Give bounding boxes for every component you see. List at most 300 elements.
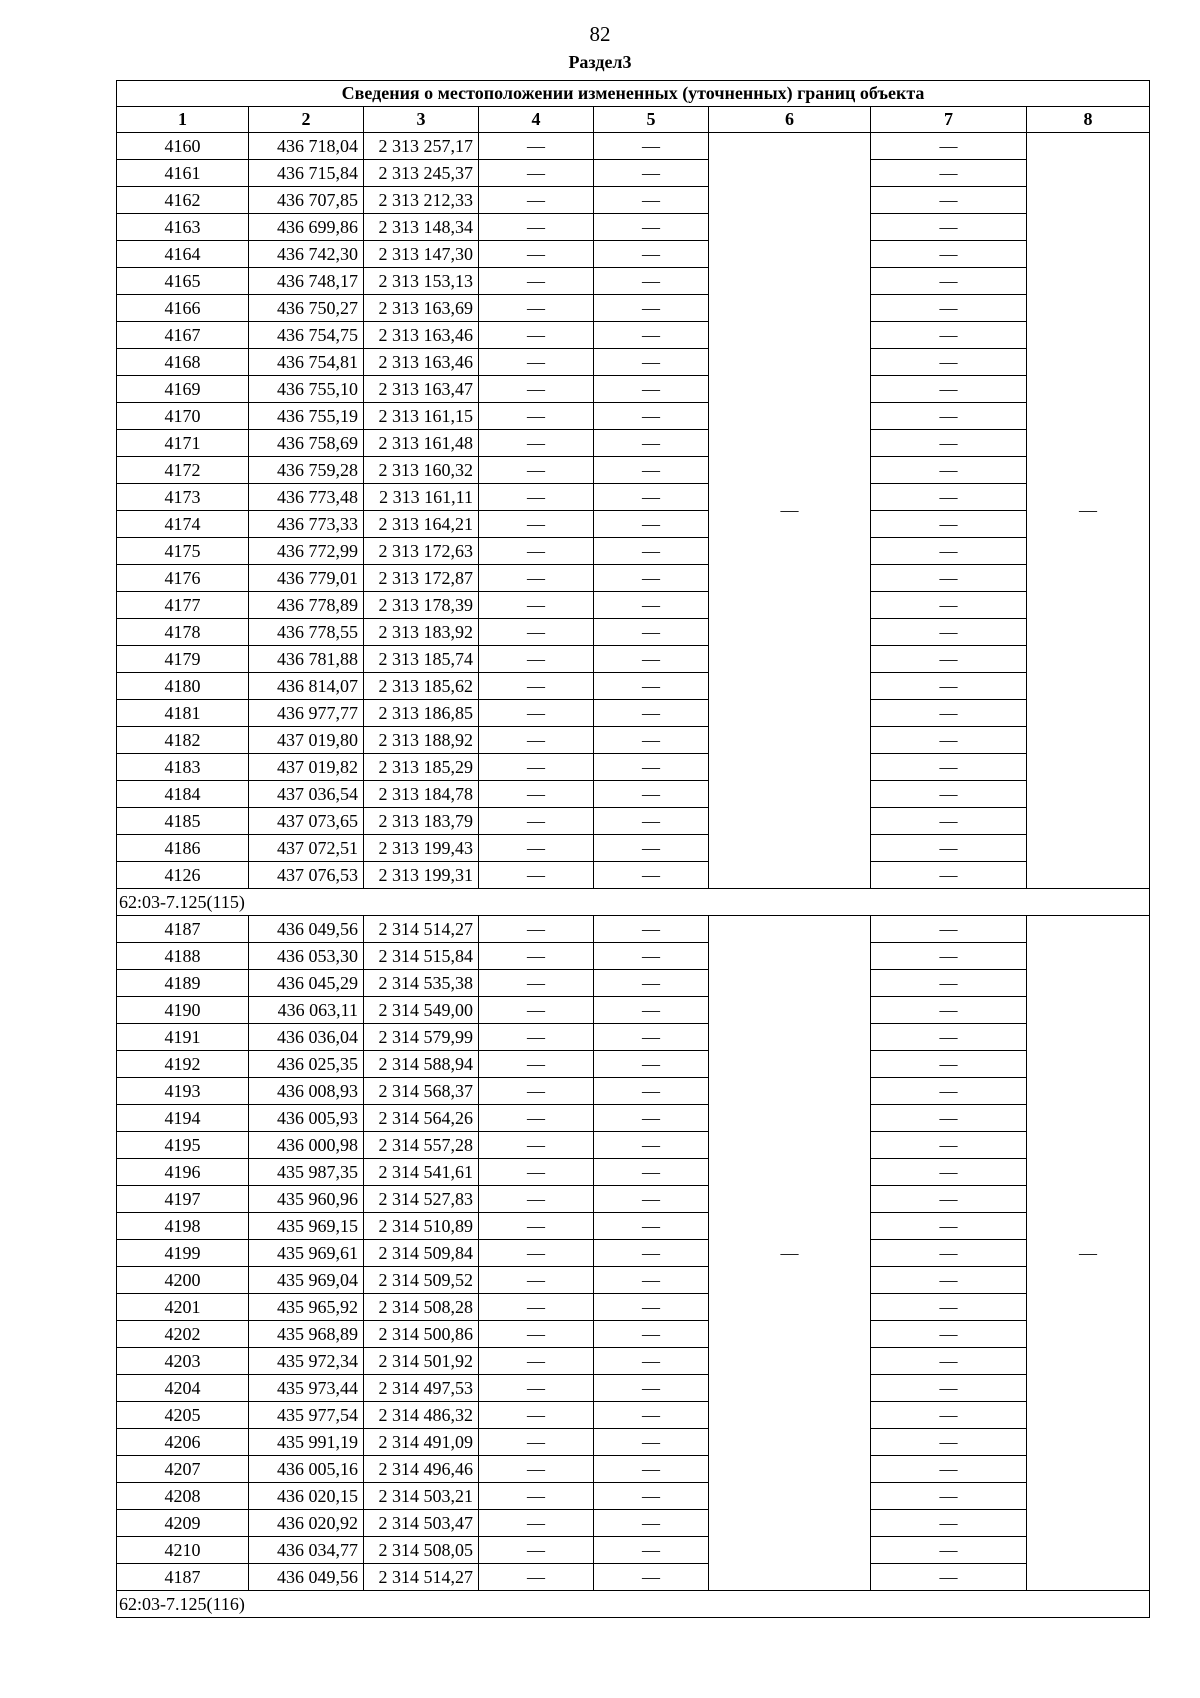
column-5-cell: — — [594, 1078, 709, 1105]
y-coordinate-cell: 2 314 541,61 — [364, 1159, 479, 1186]
y-coordinate-cell: 2 313 172,87 — [364, 565, 479, 592]
column-4-cell: — — [479, 1132, 594, 1159]
x-coordinate-cell: 437 072,51 — [249, 835, 364, 862]
point-number-cell: 4169 — [117, 376, 249, 403]
column-7-cell: — — [871, 1456, 1027, 1483]
point-number-cell: 4195 — [117, 1132, 249, 1159]
point-number-cell: 4197 — [117, 1186, 249, 1213]
x-coordinate-cell: 436 049,56 — [249, 1564, 364, 1591]
x-coordinate-cell: 437 036,54 — [249, 781, 364, 808]
y-coordinate-cell: 2 313 199,43 — [364, 835, 479, 862]
column-7-cell: — — [871, 1105, 1027, 1132]
x-coordinate-cell: 436 005,16 — [249, 1456, 364, 1483]
column-7-cell: — — [871, 1294, 1027, 1321]
column-4-cell: — — [479, 916, 594, 943]
y-coordinate-cell: 2 314 527,83 — [364, 1186, 479, 1213]
column-5-cell: — — [594, 835, 709, 862]
column-5-cell: — — [594, 376, 709, 403]
point-number-cell: 4180 — [117, 673, 249, 700]
point-number-cell: 4174 — [117, 511, 249, 538]
x-coordinate-cell: 436 045,29 — [249, 970, 364, 997]
table-row — [117, 1105, 1150, 1132]
table-row — [117, 1429, 1150, 1456]
column-4-cell: — — [479, 700, 594, 727]
column-4-cell: — — [479, 1186, 594, 1213]
column-4-cell: — — [479, 1240, 594, 1267]
y-coordinate-cell: 2 314 568,37 — [364, 1078, 479, 1105]
point-number-cell: 4198 — [117, 1213, 249, 1240]
column-7-cell: — — [871, 565, 1027, 592]
column-4-cell: — — [479, 835, 594, 862]
column-7-cell: — — [871, 862, 1027, 889]
table-title-row — [117, 81, 1150, 107]
table-row — [117, 457, 1150, 484]
table-row — [117, 862, 1150, 889]
table-row — [117, 160, 1150, 187]
point-number-cell: 4204 — [117, 1375, 249, 1402]
table-row — [117, 295, 1150, 322]
table-row — [117, 970, 1150, 997]
column-7-cell: — — [871, 403, 1027, 430]
group-label-row — [117, 889, 1150, 916]
x-coordinate-cell: 436 758,69 — [249, 430, 364, 457]
coordinates-table — [116, 80, 1150, 1618]
column-4-cell: — — [479, 187, 594, 214]
column-7-cell: — — [871, 1483, 1027, 1510]
column-7-cell: — — [871, 1267, 1027, 1294]
column-5-cell: — — [594, 1024, 709, 1051]
column-7-cell: — — [871, 376, 1027, 403]
point-number-cell: 4209 — [117, 1510, 249, 1537]
column-5-cell: — — [594, 781, 709, 808]
table-row — [117, 241, 1150, 268]
x-coordinate-cell: 435 969,04 — [249, 1267, 364, 1294]
table-row — [117, 781, 1150, 808]
point-number-cell: 4168 — [117, 349, 249, 376]
point-number-cell: 4206 — [117, 1429, 249, 1456]
column-7-cell: — — [871, 619, 1027, 646]
y-coordinate-cell: 2 313 164,21 — [364, 511, 479, 538]
x-coordinate-cell: 436 773,33 — [249, 511, 364, 538]
y-coordinate-cell: 2 313 148,34 — [364, 214, 479, 241]
column-4-cell: — — [479, 1078, 594, 1105]
column-4-cell: — — [479, 619, 594, 646]
column-4-cell: — — [479, 1159, 594, 1186]
point-number-cell: 4175 — [117, 538, 249, 565]
column-5-cell: — — [594, 268, 709, 295]
x-coordinate-cell: 435 960,96 — [249, 1186, 364, 1213]
column-7-cell: — — [871, 646, 1027, 673]
column-7-cell: — — [871, 808, 1027, 835]
column-5-cell: — — [594, 1294, 709, 1321]
y-coordinate-cell: 2 313 163,47 — [364, 376, 479, 403]
column-7-cell: — — [871, 133, 1027, 160]
x-coordinate-cell: 436 718,04 — [249, 133, 364, 160]
y-coordinate-cell: 2 314 535,38 — [364, 970, 479, 997]
y-coordinate-cell: 2 313 257,17 — [364, 133, 479, 160]
x-coordinate-cell: 435 973,44 — [249, 1375, 364, 1402]
table-title: Сведения о местоположении измененных (уточненных) границ объекта — [117, 81, 1150, 107]
point-number-cell: 4165 — [117, 268, 249, 295]
x-coordinate-cell: 435 991,19 — [249, 1429, 364, 1456]
y-coordinate-cell: 2 314 509,84 — [364, 1240, 479, 1267]
point-number-cell: 4182 — [117, 727, 249, 754]
point-number-cell: 4184 — [117, 781, 249, 808]
column-5-cell: — — [594, 646, 709, 673]
x-coordinate-cell: 435 969,15 — [249, 1213, 364, 1240]
y-coordinate-cell: 2 313 161,48 — [364, 430, 479, 457]
x-coordinate-cell: 436 034,77 — [249, 1537, 364, 1564]
column-5-cell: — — [594, 619, 709, 646]
y-coordinate-cell: 2 314 514,27 — [364, 1564, 479, 1591]
column-4-cell: — — [479, 1051, 594, 1078]
point-number-cell: 4207 — [117, 1456, 249, 1483]
column-5-cell: — — [594, 997, 709, 1024]
column-5-cell: — — [594, 538, 709, 565]
y-coordinate-cell: 2 314 496,46 — [364, 1456, 479, 1483]
column-5-cell: — — [594, 430, 709, 457]
column-header: 8 — [1027, 107, 1150, 133]
column-7-cell: — — [871, 1159, 1027, 1186]
column-7-cell: — — [871, 538, 1027, 565]
column-7-cell: — — [871, 160, 1027, 187]
column-4-cell: — — [479, 1402, 594, 1429]
point-number-cell: 4171 — [117, 430, 249, 457]
column-header: 3 — [364, 107, 479, 133]
column-8-merged-cell: — — [1027, 916, 1150, 1591]
x-coordinate-cell: 436 778,55 — [249, 619, 364, 646]
point-number-cell: 4167 — [117, 322, 249, 349]
table-row — [117, 538, 1150, 565]
y-coordinate-cell: 2 314 501,92 — [364, 1348, 479, 1375]
column-7-cell: — — [871, 1429, 1027, 1456]
point-number-cell: 4176 — [117, 565, 249, 592]
x-coordinate-cell: 436 754,75 — [249, 322, 364, 349]
column-header-row — [117, 107, 1150, 133]
column-4-cell: — — [479, 565, 594, 592]
table-row — [117, 1294, 1150, 1321]
table-row — [117, 1402, 1150, 1429]
x-coordinate-cell: 436 781,88 — [249, 646, 364, 673]
table-row — [117, 727, 1150, 754]
column-7-cell: — — [871, 1240, 1027, 1267]
column-5-cell: — — [594, 322, 709, 349]
y-coordinate-cell: 2 313 245,37 — [364, 160, 479, 187]
x-coordinate-cell: 435 968,89 — [249, 1321, 364, 1348]
column-7-cell: — — [871, 835, 1027, 862]
point-number-cell: 4210 — [117, 1537, 249, 1564]
column-5-cell: — — [594, 1510, 709, 1537]
section-title: Раздел3 — [568, 52, 632, 72]
column-header: 1 — [117, 107, 249, 133]
column-7-cell: — — [871, 457, 1027, 484]
column-4-cell: — — [479, 727, 594, 754]
y-coordinate-cell: 2 314 491,09 — [364, 1429, 479, 1456]
y-coordinate-cell: 2 313 188,92 — [364, 727, 479, 754]
y-coordinate-cell: 2 314 515,84 — [364, 943, 479, 970]
point-number-cell: 4164 — [117, 241, 249, 268]
point-number-cell: 4190 — [117, 997, 249, 1024]
column-4-cell: — — [479, 808, 594, 835]
column-4-cell: — — [479, 295, 594, 322]
x-coordinate-cell: 436 008,93 — [249, 1078, 364, 1105]
column-7-cell: — — [871, 916, 1027, 943]
column-5-cell: — — [594, 1159, 709, 1186]
x-coordinate-cell: 436 063,11 — [249, 997, 364, 1024]
table-row — [117, 484, 1150, 511]
point-number-cell: 4208 — [117, 1483, 249, 1510]
column-7-cell: — — [871, 349, 1027, 376]
table-row — [117, 700, 1150, 727]
x-coordinate-cell: 436 000,98 — [249, 1132, 364, 1159]
column-5-cell: — — [594, 970, 709, 997]
column-7-cell: — — [871, 673, 1027, 700]
y-coordinate-cell: 2 313 185,74 — [364, 646, 479, 673]
y-coordinate-cell: 2 314 503,47 — [364, 1510, 479, 1537]
column-header: 4 — [479, 107, 594, 133]
point-number-cell: 4196 — [117, 1159, 249, 1186]
y-coordinate-cell: 2 313 161,15 — [364, 403, 479, 430]
column-4-cell: — — [479, 511, 594, 538]
table-row — [117, 1375, 1150, 1402]
x-coordinate-cell: 436 814,07 — [249, 673, 364, 700]
table-row — [117, 1321, 1150, 1348]
column-4-cell: — — [479, 1483, 594, 1510]
point-number-cell: 4189 — [117, 970, 249, 997]
x-coordinate-cell: 435 965,92 — [249, 1294, 364, 1321]
column-4-cell: — — [479, 997, 594, 1024]
column-7-cell: — — [871, 943, 1027, 970]
column-5-cell: — — [594, 916, 709, 943]
column-4-cell: — — [479, 1510, 594, 1537]
table-row — [117, 1159, 1150, 1186]
point-number-cell: 4162 — [117, 187, 249, 214]
y-coordinate-cell: 2 314 564,26 — [364, 1105, 479, 1132]
point-number-cell: 4170 — [117, 403, 249, 430]
x-coordinate-cell: 435 977,54 — [249, 1402, 364, 1429]
column-5-cell: — — [594, 214, 709, 241]
y-coordinate-cell: 2 314 497,53 — [364, 1375, 479, 1402]
column-4-cell: — — [479, 349, 594, 376]
y-coordinate-cell: 2 313 153,13 — [364, 268, 479, 295]
y-coordinate-cell: 2 313 184,78 — [364, 781, 479, 808]
point-number-cell: 4179 — [117, 646, 249, 673]
point-number-cell: 4200 — [117, 1267, 249, 1294]
column-4-cell: — — [479, 1267, 594, 1294]
x-coordinate-cell: 436 020,15 — [249, 1483, 364, 1510]
column-7-cell: — — [871, 295, 1027, 322]
column-5-cell: — — [594, 295, 709, 322]
x-coordinate-cell: 436 748,17 — [249, 268, 364, 295]
column-5-cell: — — [594, 565, 709, 592]
x-coordinate-cell: 436 755,10 — [249, 376, 364, 403]
column-5-cell: — — [594, 457, 709, 484]
group-label: 62:03-7.125(116) — [117, 1591, 1150, 1618]
point-number-cell: 4181 — [117, 700, 249, 727]
column-5-cell: — — [594, 727, 709, 754]
x-coordinate-cell: 437 019,82 — [249, 754, 364, 781]
table-row — [117, 268, 1150, 295]
point-number-cell: 4188 — [117, 943, 249, 970]
x-coordinate-cell: 436 036,04 — [249, 1024, 364, 1051]
table-row — [117, 943, 1150, 970]
column-7-cell: — — [871, 430, 1027, 457]
table-row — [117, 1051, 1150, 1078]
y-coordinate-cell: 2 313 163,69 — [364, 295, 479, 322]
column-8-merged-cell: — — [1027, 133, 1150, 889]
point-number-cell: 4192 — [117, 1051, 249, 1078]
column-7-cell: — — [871, 1213, 1027, 1240]
column-4-cell: — — [479, 862, 594, 889]
column-4-cell: — — [479, 457, 594, 484]
x-coordinate-cell: 436 779,01 — [249, 565, 364, 592]
y-coordinate-cell: 2 313 199,31 — [364, 862, 479, 889]
column-7-cell: — — [871, 1024, 1027, 1051]
point-number-cell: 4173 — [117, 484, 249, 511]
column-5-cell: — — [594, 1240, 709, 1267]
x-coordinate-cell: 436 707,85 — [249, 187, 364, 214]
column-4-cell: — — [479, 1564, 594, 1591]
table-row — [117, 673, 1150, 700]
x-coordinate-cell: 436 005,93 — [249, 1105, 364, 1132]
column-4-cell: — — [479, 970, 594, 997]
column-5-cell: — — [594, 1348, 709, 1375]
column-7-cell: — — [871, 1321, 1027, 1348]
point-number-cell: 4160 — [117, 133, 249, 160]
column-5-cell: — — [594, 700, 709, 727]
y-coordinate-cell: 2 313 160,32 — [364, 457, 479, 484]
x-coordinate-cell: 436 025,35 — [249, 1051, 364, 1078]
column-7-cell: — — [871, 727, 1027, 754]
table-row — [117, 997, 1150, 1024]
column-5-cell: — — [594, 1267, 709, 1294]
column-5-cell: — — [594, 1429, 709, 1456]
table-row — [117, 754, 1150, 781]
x-coordinate-cell: 436 772,99 — [249, 538, 364, 565]
point-number-cell: 4185 — [117, 808, 249, 835]
column-5-cell: — — [594, 808, 709, 835]
column-4-cell: — — [479, 1375, 594, 1402]
point-number-cell: 4203 — [117, 1348, 249, 1375]
table-row — [117, 1267, 1150, 1294]
column-7-cell: — — [871, 997, 1027, 1024]
table-row — [117, 808, 1150, 835]
column-4-cell: — — [479, 241, 594, 268]
column-4-cell: — — [479, 322, 594, 349]
column-7-cell: — — [871, 241, 1027, 268]
point-number-cell: 4193 — [117, 1078, 249, 1105]
column-4-cell: — — [479, 403, 594, 430]
table-row — [117, 1132, 1150, 1159]
column-4-cell: — — [479, 538, 594, 565]
table-row — [117, 592, 1150, 619]
column-header: 7 — [871, 107, 1027, 133]
table-row — [117, 430, 1150, 457]
column-7-cell: — — [871, 322, 1027, 349]
point-number-cell: 4201 — [117, 1294, 249, 1321]
point-number-cell: 4172 — [117, 457, 249, 484]
column-5-cell: — — [594, 484, 709, 511]
y-coordinate-cell: 2 314 508,28 — [364, 1294, 479, 1321]
y-coordinate-cell: 2 313 186,85 — [364, 700, 479, 727]
column-header: 2 — [249, 107, 364, 133]
y-coordinate-cell: 2 313 163,46 — [364, 349, 479, 376]
column-7-cell: — — [871, 700, 1027, 727]
column-4-cell: — — [479, 376, 594, 403]
table-row — [117, 1213, 1150, 1240]
x-coordinate-cell: 436 750,27 — [249, 295, 364, 322]
x-coordinate-cell: 437 076,53 — [249, 862, 364, 889]
point-number-cell: 4183 — [117, 754, 249, 781]
x-coordinate-cell: 435 969,61 — [249, 1240, 364, 1267]
column-5-cell: — — [594, 1321, 709, 1348]
column-4-cell: — — [479, 133, 594, 160]
table-row — [117, 1564, 1150, 1591]
column-7-cell: — — [871, 1348, 1027, 1375]
column-5-cell: — — [594, 1213, 709, 1240]
column-7-cell: — — [871, 511, 1027, 538]
x-coordinate-cell: 436 049,56 — [249, 916, 364, 943]
x-coordinate-cell: 436 778,89 — [249, 592, 364, 619]
y-coordinate-cell: 2 313 147,30 — [364, 241, 479, 268]
x-coordinate-cell: 436 977,77 — [249, 700, 364, 727]
column-5-cell: — — [594, 1105, 709, 1132]
x-coordinate-cell: 436 053,30 — [249, 943, 364, 970]
column-7-cell: — — [871, 1537, 1027, 1564]
x-coordinate-cell: 436 754,81 — [249, 349, 364, 376]
column-7-cell: — — [871, 484, 1027, 511]
point-number-cell: 4177 — [117, 592, 249, 619]
table-row — [117, 403, 1150, 430]
point-number-cell: 4205 — [117, 1402, 249, 1429]
y-coordinate-cell: 2 314 510,89 — [364, 1213, 479, 1240]
y-coordinate-cell: 2 314 557,28 — [364, 1132, 479, 1159]
column-4-cell: — — [479, 1213, 594, 1240]
column-7-cell: — — [871, 592, 1027, 619]
column-4-cell: — — [479, 484, 594, 511]
point-number-cell: 4166 — [117, 295, 249, 322]
column-4-cell: — — [479, 1024, 594, 1051]
column-7-cell: — — [871, 187, 1027, 214]
y-coordinate-cell: 2 313 183,92 — [364, 619, 479, 646]
table-row — [117, 1186, 1150, 1213]
y-coordinate-cell: 2 314 549,00 — [364, 997, 479, 1024]
group-label: 62:03-7.125(115) — [117, 889, 1150, 916]
column-4-cell: — — [479, 214, 594, 241]
y-coordinate-cell: 2 313 185,62 — [364, 673, 479, 700]
y-coordinate-cell: 2 314 503,21 — [364, 1483, 479, 1510]
x-coordinate-cell: 437 019,80 — [249, 727, 364, 754]
point-number-cell: 4191 — [117, 1024, 249, 1051]
point-number-cell: 4178 — [117, 619, 249, 646]
table-row — [117, 646, 1150, 673]
column-4-cell: — — [479, 943, 594, 970]
y-coordinate-cell: 2 313 178,39 — [364, 592, 479, 619]
x-coordinate-cell: 436 699,86 — [249, 214, 364, 241]
column-5-cell: — — [594, 1402, 709, 1429]
column-5-cell: — — [594, 1375, 709, 1402]
group-label-row — [117, 1591, 1150, 1618]
column-4-cell: — — [479, 268, 594, 295]
table-row — [117, 322, 1150, 349]
column-5-cell: — — [594, 349, 709, 376]
table-body — [117, 81, 1150, 1618]
table-row — [117, 565, 1150, 592]
y-coordinate-cell: 2 313 161,11 — [364, 484, 479, 511]
x-coordinate-cell: 435 972,34 — [249, 1348, 364, 1375]
column-7-cell: — — [871, 781, 1027, 808]
column-7-cell: — — [871, 1078, 1027, 1105]
